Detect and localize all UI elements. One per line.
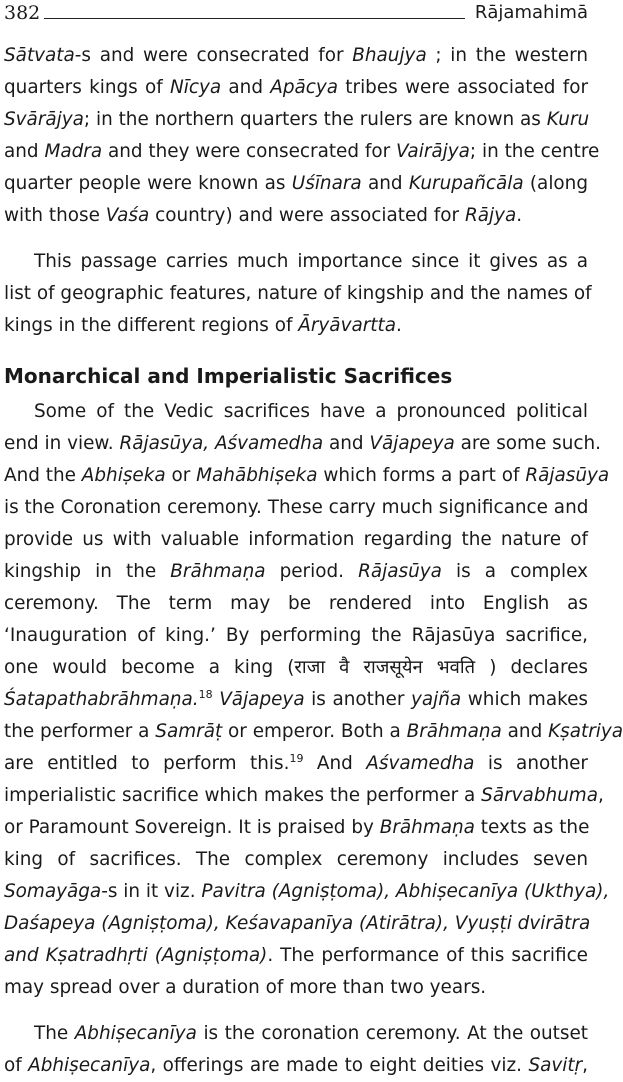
line-text: are entitled to perform this.	[4, 753, 290, 774]
paragraph-3-end	[4, 780, 610, 1004]
line-text: The	[34, 1023, 75, 1044]
italic-term: Vājapeya	[219, 689, 305, 710]
devanagari-quote: राजा वै राजसूयेन भवति	[294, 657, 476, 678]
line-text: , offerings are made to eight deities viz.	[150, 1055, 529, 1076]
line-text: which forms a part of	[317, 465, 526, 486]
text-line	[4, 556, 588, 588]
italic-term: Abhiṣecanīya	[28, 1055, 151, 1076]
line-text: or emperor. Both a	[222, 721, 407, 742]
line-text: ; in the northern quarters the rulers are known as	[83, 109, 547, 130]
line-text: This passage carries much importance since it gives as a	[34, 251, 588, 272]
paragraph-4	[4, 1018, 588, 1082]
italic-term: Kṣatriya	[548, 721, 623, 742]
text-line-citation-19	[4, 748, 588, 780]
footnote-ref-18: 18	[198, 688, 213, 701]
italic-term: Savitṛ	[528, 1055, 583, 1076]
italic-term: Rājya	[464, 205, 517, 226]
text-line	[4, 72, 588, 104]
line-text: are some such.	[454, 433, 601, 454]
line-text: and	[323, 433, 370, 454]
italic-term: Abhiṣecanīya	[74, 1023, 197, 1044]
line-text: is the Coronation ceremony. These carry much significance and	[4, 497, 589, 518]
italic-term: yajña	[410, 689, 462, 710]
line-text: list of geographic features, nature of kingship and the names of	[4, 283, 592, 304]
line-text: ) declares	[475, 657, 588, 678]
text-line	[4, 876, 610, 908]
line-text: .	[516, 205, 523, 226]
line-text: and	[4, 141, 45, 162]
italic-term: Aśvamedha	[366, 753, 475, 774]
page-body	[4, 40, 623, 1082]
line-text: and they were consecrated for	[102, 141, 397, 162]
italic-term: Madra	[44, 141, 103, 162]
line-text: or Paramount Sovereign. It is praised by	[4, 817, 380, 838]
text-line	[4, 620, 588, 652]
italic-term: Nīcya	[170, 77, 222, 98]
line-text: period.	[265, 561, 359, 582]
line-text: king of sacrifices. The complex ceremony includes seven	[4, 849, 588, 870]
line-text: with those	[4, 205, 106, 226]
line-text: kingship in the	[4, 561, 171, 582]
italic-term: Brāhmaṇa	[406, 721, 502, 742]
line-text: .	[395, 315, 402, 336]
text-line	[4, 278, 592, 310]
text-line-devanagari	[4, 652, 588, 684]
line-text: tribes were associated for	[338, 77, 589, 98]
text-line	[4, 908, 591, 940]
header-rule	[44, 18, 465, 19]
line-text: end in view.	[4, 433, 120, 454]
paragraph-3	[4, 396, 610, 652]
line-text: is another	[474, 753, 588, 774]
line-text: -s in it viz.	[101, 881, 202, 902]
italic-term: Bhaujya	[352, 45, 427, 66]
line-text: ‘Inauguration of king.’ By performing the Rājasūya sacrifice,	[4, 625, 588, 646]
line-text: ,	[582, 1055, 589, 1076]
line-text: is the coronation ceremony. At the outset	[196, 1023, 588, 1044]
text-line	[4, 492, 588, 524]
text-line	[4, 716, 623, 748]
line-text: of	[4, 1055, 29, 1076]
italic-term: Samrāṭ	[155, 721, 223, 742]
text-line	[4, 812, 588, 844]
section-heading: Monarchical and Imperialistic Sacrifices	[4, 364, 453, 388]
text-line	[4, 168, 588, 200]
italic-term: Daśapeya (Agniṣṭoma), Keśavapanīya (Atirātra), Vyuṣṭi dvirātra	[4, 913, 591, 934]
footnote-ref-19: 19	[289, 752, 304, 765]
italic-term: Rājasūya	[358, 561, 442, 582]
italic-term: Kuru	[546, 109, 590, 130]
text-line	[4, 310, 588, 342]
text-line	[4, 396, 588, 428]
italic-term: Śatapathabrāhmaṇa.	[4, 689, 199, 710]
line-text: (along	[523, 173, 589, 194]
italic-term: Kurupañcāla	[408, 173, 524, 194]
line-text: Some of the Vedic sacrifices have a pronounced political	[34, 401, 588, 422]
paragraph-1	[4, 40, 600, 232]
line-text: And	[303, 753, 367, 774]
text-line	[4, 524, 588, 556]
italic-term: Rājasūya, Aśvamedha	[119, 433, 324, 454]
line-text: may spread over a duration of more than two years.	[4, 977, 487, 998]
text-line	[4, 588, 588, 620]
text-line	[4, 136, 600, 168]
running-title: Rājamahimā	[474, 2, 588, 23]
page-header	[4, 0, 588, 24]
line-text: quarters kings of	[4, 77, 170, 98]
text-line	[4, 40, 588, 72]
line-text: -s and were consecrated for	[74, 45, 353, 66]
line-text: And the	[4, 465, 82, 486]
italic-term: Vājapeya	[369, 433, 455, 454]
text-line	[4, 200, 588, 232]
italic-term: Abhiṣeka	[81, 465, 166, 486]
italic-term: Svārājya	[4, 109, 84, 130]
paragraph-2	[4, 246, 592, 342]
line-text: country) and were associated for	[149, 205, 465, 226]
line-text: and	[221, 77, 271, 98]
line-text: kings in the different regions of	[4, 315, 299, 336]
italic-term: Mahābhiṣeka	[196, 465, 318, 486]
text-line	[4, 460, 610, 492]
line-text: ; in the western	[426, 45, 588, 66]
line-text: . The performance of this sacrifice	[267, 945, 588, 966]
line-text: one would become a king (	[4, 657, 295, 678]
italic-term: Āryāvartta	[298, 315, 396, 336]
line-text: imperialistic sacrifice which makes the performer a	[4, 785, 482, 806]
text-line	[4, 844, 588, 876]
italic-term: Uśīnara	[291, 173, 362, 194]
line-text: quarter people were known as	[4, 173, 292, 194]
italic-term: Vaśa	[105, 205, 150, 226]
paragraph-3-cont	[4, 716, 623, 748]
line-text: ,	[597, 785, 604, 806]
line-text: the performer a	[4, 721, 156, 742]
text-line	[4, 104, 588, 136]
text-line	[4, 780, 604, 812]
italic-term: Sārvabhuma	[481, 785, 598, 806]
italic-term: Somayāga	[4, 881, 102, 902]
line-text: and	[501, 721, 549, 742]
text-line	[4, 1018, 588, 1050]
line-text: which makes	[461, 689, 588, 710]
line-text: ; in the centre	[469, 141, 600, 162]
line-text: is another	[304, 689, 411, 710]
text-line	[4, 428, 601, 460]
line-text: and	[361, 173, 409, 194]
italic-term: Sātvata	[4, 45, 75, 66]
page-number: 382	[4, 2, 41, 24]
italic-term: Brāhmaṇa	[379, 817, 475, 838]
text-line-citation-18	[4, 684, 588, 716]
text-line	[4, 940, 588, 972]
italic-term: and Kṣatradhṛti (Agniṣṭoma)	[4, 945, 268, 966]
italic-term: Brāhmaṇa	[170, 561, 266, 582]
italic-term: Rājasūya	[525, 465, 610, 486]
italic-term: Apācya	[270, 77, 339, 98]
line-text: texts as the	[474, 817, 590, 838]
text-line	[4, 246, 588, 278]
line-text: provide us with valuable information regarding the nature of	[4, 529, 588, 550]
italic-term: Vairājya	[396, 141, 470, 162]
text-line	[4, 1050, 588, 1082]
line-text: is a complex	[441, 561, 589, 582]
italic-term: Pavitra (Agniṣṭoma), Abhiṣecanīya (Ukthya),	[201, 881, 610, 902]
text-line	[4, 972, 588, 1004]
line-text: or	[165, 465, 197, 486]
line-text: ceremony. The term may be rendered into English as	[4, 593, 588, 614]
